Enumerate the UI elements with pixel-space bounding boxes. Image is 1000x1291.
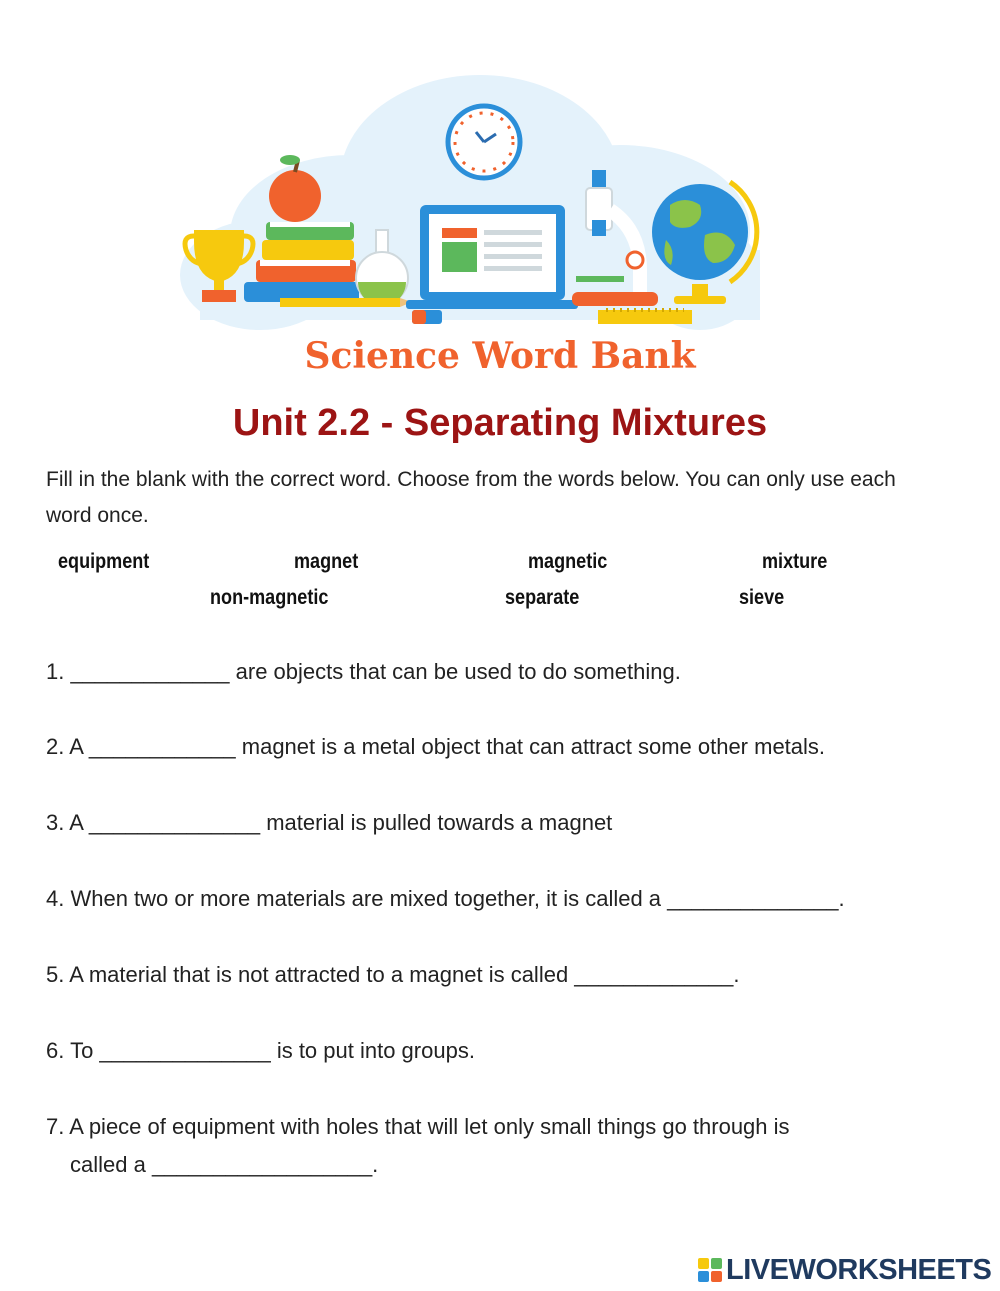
logo-icon — [698, 1258, 722, 1282]
liveworksheets-logo — [698, 1252, 991, 1288]
word-bank-item: equipment — [58, 550, 150, 573]
pencil-icon — [280, 298, 412, 307]
question-7-continued[interactable]: called a __________________. — [70, 1152, 379, 1177]
unit-subtitle: Unit 2.2 - Separating Mixtures — [232, 402, 768, 444]
question-4[interactable]: 4. When two or more materials are mixed together, it is called a ______________. — [46, 886, 845, 911]
word-bank-item: sieve — [739, 586, 785, 609]
laptop-icon — [406, 205, 578, 324]
question-2[interactable]: 2. A ____________ magnet is a metal object that can attract some other metals. — [46, 734, 826, 759]
word-bank-item: magnetic — [528, 550, 608, 573]
page-title: Science Word Bank — [304, 335, 696, 377]
question-1[interactable]: 1. _____________ are objects that can be used to do something. — [46, 659, 681, 684]
question-6[interactable]: 6. To ______________ is to put into groups. — [46, 1038, 475, 1063]
ruler-icon — [598, 310, 692, 324]
word-bank-item: magnet — [294, 550, 359, 573]
question-5[interactable]: 5. A material that is not attracted to a magnet is called _____________. — [46, 962, 740, 987]
word-bank-item: non-magnetic — [210, 586, 329, 609]
instructions-text: Fill in the blank with the correct word. Choose from the words below. You can only use each word once. — [46, 468, 896, 527]
science-illustration — [180, 70, 760, 332]
logo-text: LIVEWORKSHEETS — [726, 1253, 992, 1286]
question-3[interactable]: 3. A ______________ material is pulled towards a magnet — [46, 810, 613, 835]
word-bank-item: mixture — [762, 550, 828, 573]
question-7[interactable]: 7. A piece of equipment with holes that will let only small things go through is — [46, 1114, 790, 1139]
clock-icon — [448, 106, 520, 178]
word-bank-item: separate — [505, 586, 580, 609]
